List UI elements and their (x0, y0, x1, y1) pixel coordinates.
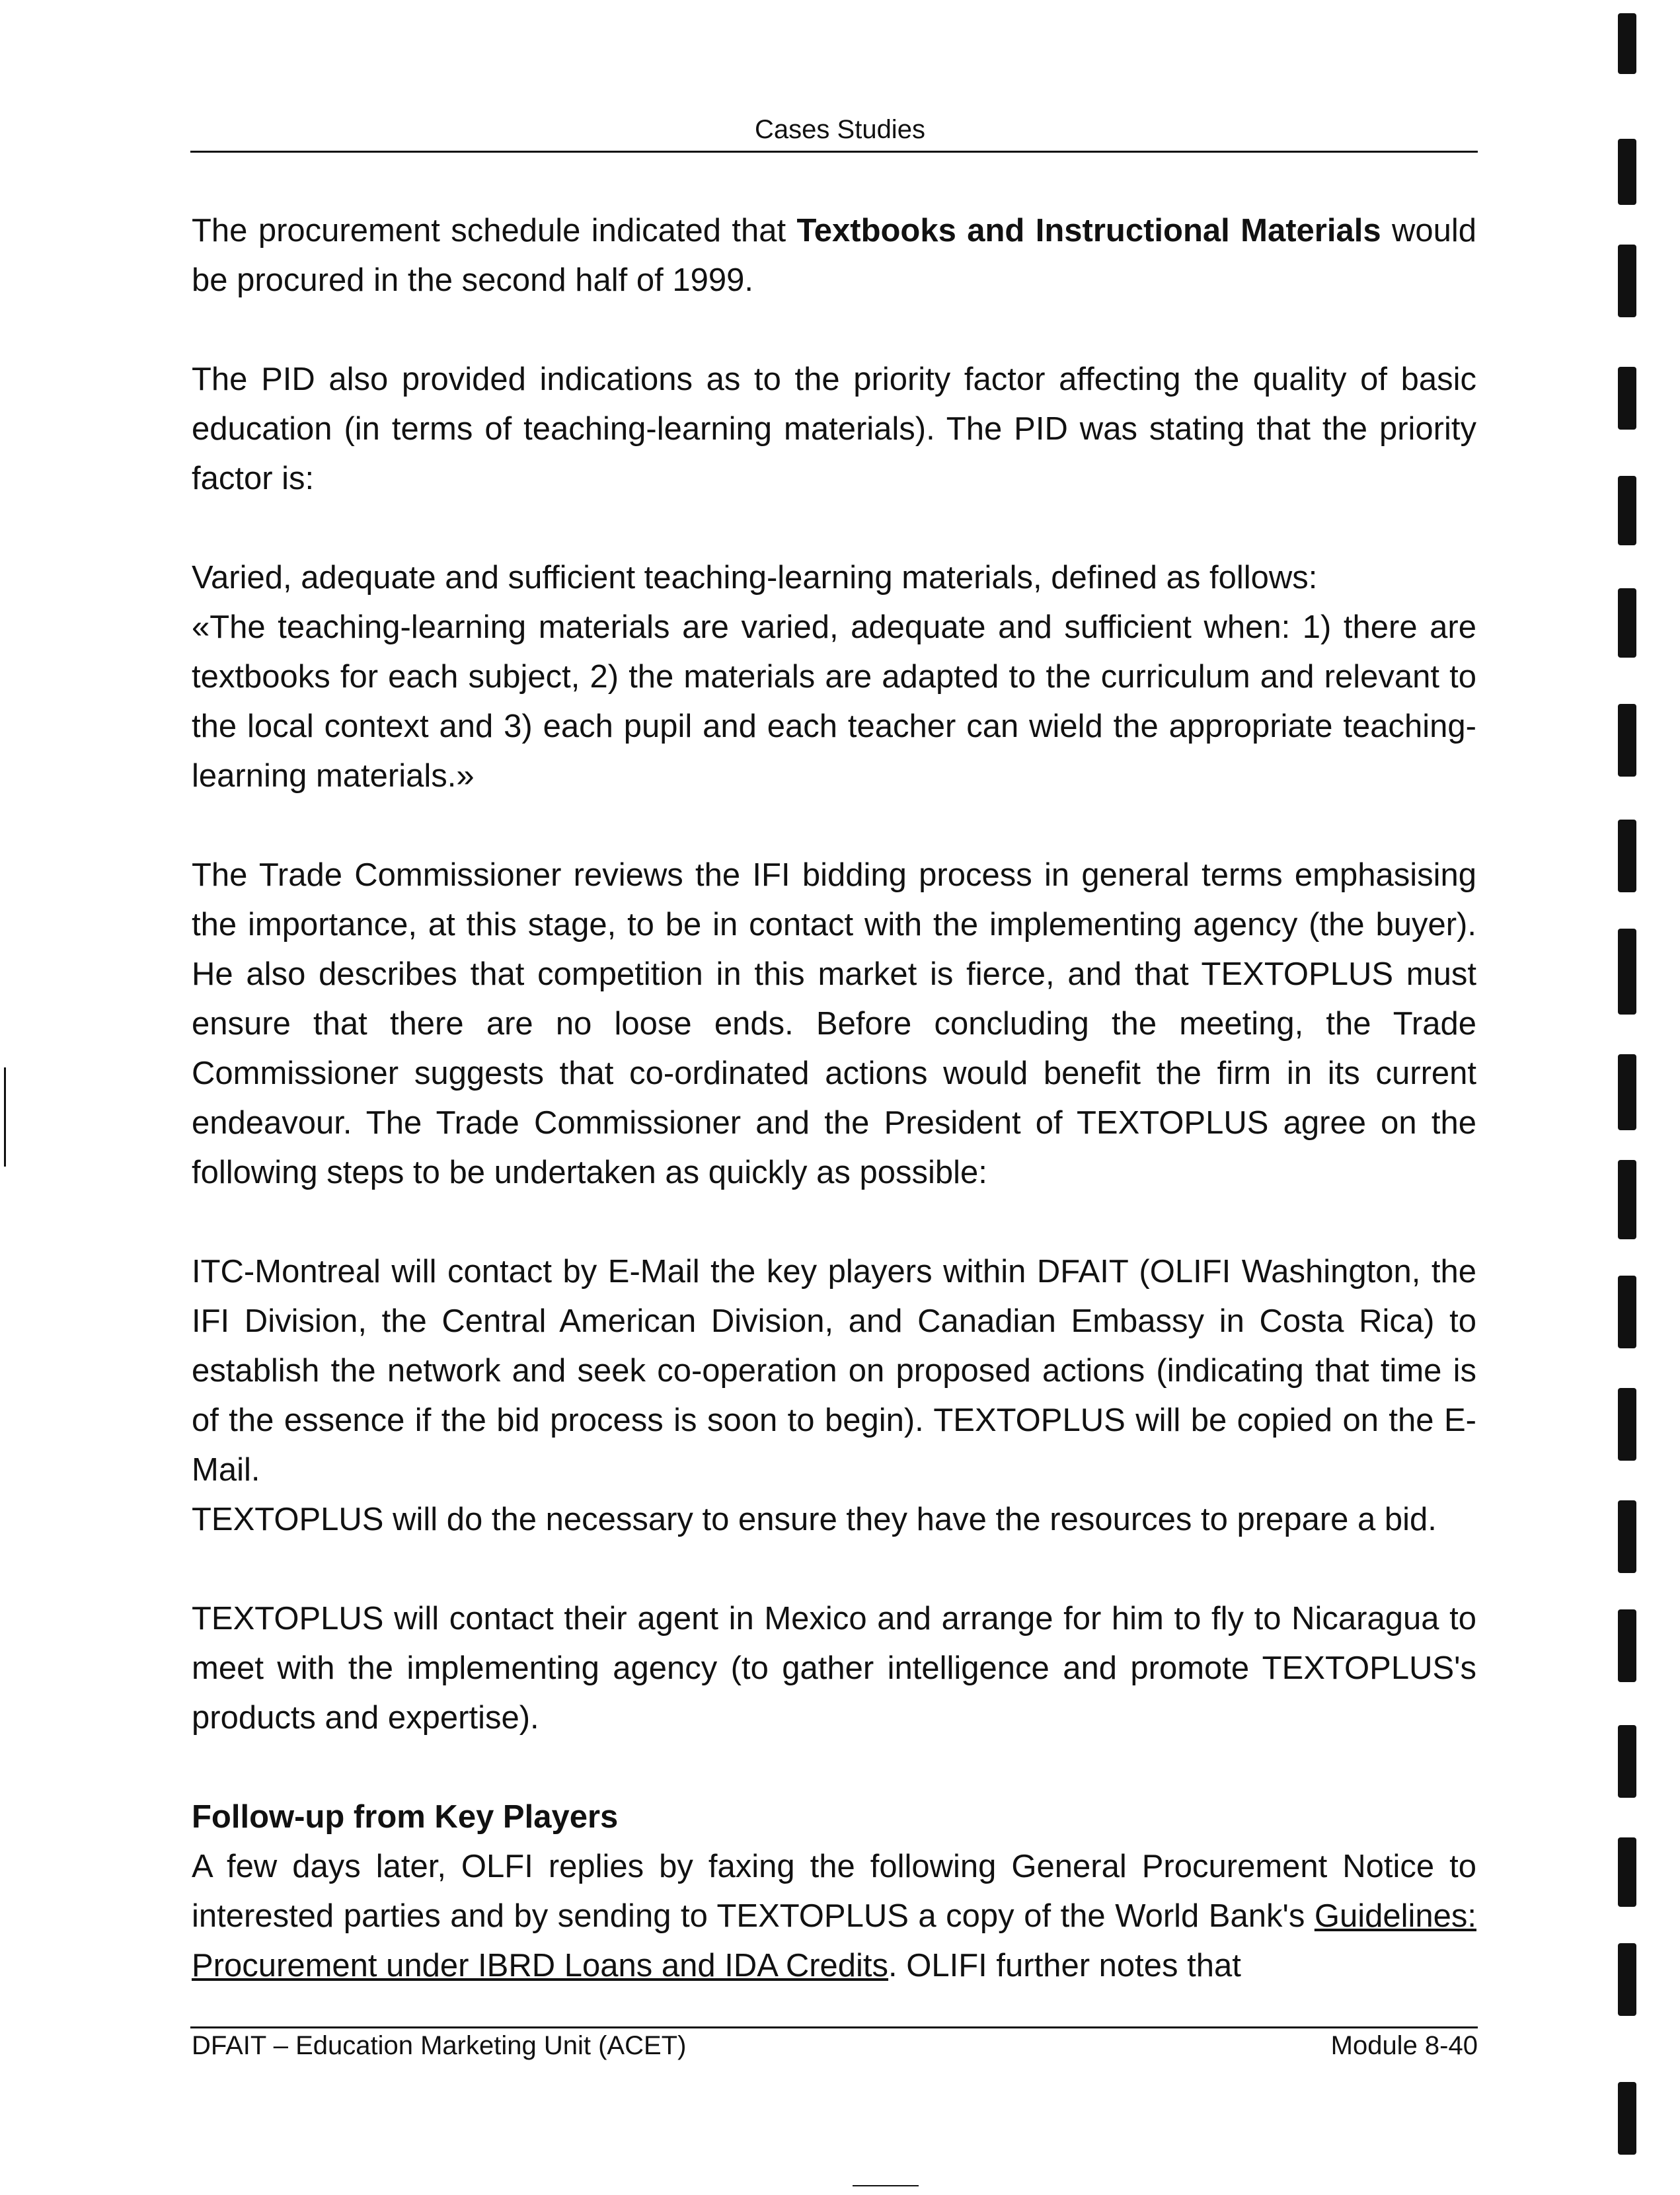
paragraph-text: would be procured in the second half of 1999. (192, 213, 1477, 298)
section-heading: Follow-up from Key Players (192, 1799, 619, 1835)
binding-hole-mark (1618, 2082, 1636, 2155)
footer-module-number: Module 8-40 (1330, 2031, 1478, 2060)
binding-hole-mark (1618, 139, 1636, 205)
paragraph-itc-montreal: ITC-Montreal will contact by E-Mail the key players within DFAIT (OLIFI Washington, the IFI Division, the Central American Division, and Canadian Embassy in Costa Rica) to establish the network and seek co-operation on proposed actions (indicating that time is of the essence if the bid process is soon to begin). TEXTOPLUS will be copied on the E-Mail. (192, 1254, 1476, 1488)
paragraph-resources: TEXTOPLUS will do the necessary to ensure they have the resources to prepare a bid. (192, 1502, 1437, 1537)
paragraph-agent-mexico: TEXTOPLUS will contact their agent in Mexico and arrange for him to fly to Nicaragua to meet with the implementing agency (to gather intelligence and promote TEXTOPLUS's products and expertise). (192, 1601, 1476, 1736)
binding-hole-mark (1618, 1725, 1636, 1798)
binding-hole-mark (1618, 367, 1636, 430)
paragraph-trade-commissioner: The Trade Commissioner reviews the IFI bidding process in general terms emphasising the importance, at this stage, to be in contact with the implementing agency (the buyer). He also describes that competition in this market is fierce, and that TEXTOPLUS must ensure that there are no loose ends. Before concluding the meeting, the Trade Commissioner suggests that co-ordinated actions would benefit the firm in its current endeavour. The Trade Commissioner and the President of TEXTOPLUS agree on the following steps to be undertaken as quickly as possible: (192, 857, 1476, 1190)
paragraph-follow-up (192, 1842, 1476, 1991)
paragraph-procurement-schedule (192, 206, 1476, 305)
binding-hole-mark (1618, 1500, 1636, 1573)
scan-smudge-mark (853, 2185, 919, 2186)
binding-hole-mark (1618, 13, 1636, 74)
binding-hole-mark (1618, 1943, 1636, 2016)
binding-hole-mark (1618, 929, 1636, 1015)
binding-hole-mark (1618, 1837, 1636, 1907)
header-rule (190, 151, 1478, 153)
page-header: Cases Studies (755, 115, 925, 144)
binding-hole-mark (1618, 1160, 1636, 1239)
binding-hole-mark (1618, 1276, 1636, 1348)
bold-phrase: Textbooks and Instructional Materials (796, 213, 1381, 249)
scan-edge-mark (4, 1067, 6, 1167)
paragraph-definition-quote: «The teaching-learning materials are varied, adequate and sufficient when: 1) there are textbooks for each subject, 2) the materials are adapted to the curriculum and relevant to the local context and 3) each pupil and each teacher can wield the appropriate teaching-learning materials.» (192, 609, 1476, 794)
binding-hole-mark (1618, 1388, 1636, 1461)
footer-rule (190, 2026, 1478, 2028)
paragraph-text: A few days later, OLFI replies by faxing the following General Procurement Notice to interested parties and by sending to TEXTOPLUS a copy of the World Bank's (192, 1849, 1476, 1934)
binding-hole-mark (1618, 588, 1636, 658)
paragraph-text: The procurement schedule indicated that (192, 213, 797, 249)
guidelines-title: Guidelines: Procurement under IBRD Loans and IDA Credits (192, 1898, 1476, 1983)
binding-hole-mark (1618, 1054, 1636, 1130)
binding-hole-mark (1618, 704, 1636, 777)
body-text (192, 206, 1476, 1991)
paragraph-pid-priority: The PID also provided indications as to the priority factor affecting the quality of basic education (in terms of teaching-learning materials). The PID was stating that the priority factor is: (192, 362, 1476, 496)
binding-hole-mark (1618, 476, 1636, 545)
paragraph-text: . OLIFI further notes that (888, 1948, 1241, 1983)
footer-source: DFAIT – Education Marketing Unit (ACET) (192, 2031, 687, 2060)
binding-hole-mark (1618, 1609, 1636, 1682)
binding-hole-mark (1618, 245, 1636, 317)
binding-hole-mark (1618, 820, 1636, 892)
paragraph-definition-intro: Varied, adequate and sufficient teaching-learning materials, defined as follows: (192, 560, 1318, 596)
